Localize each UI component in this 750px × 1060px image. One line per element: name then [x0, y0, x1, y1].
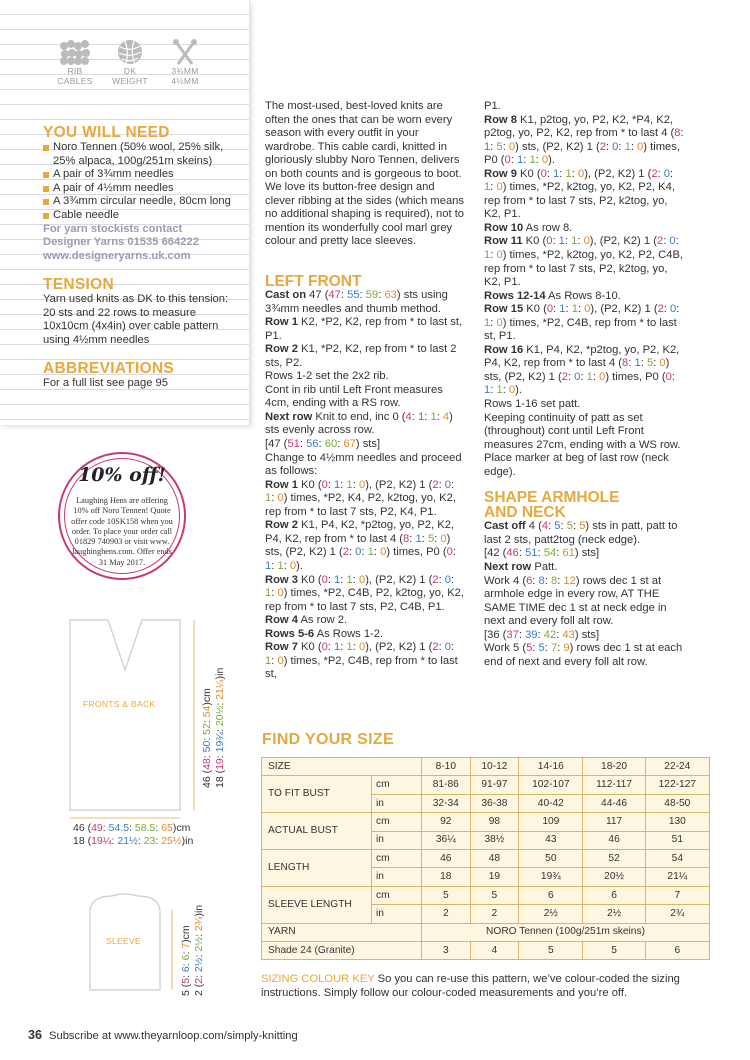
body-width-cm: 46 (49: 54.5: 58.5: 65)cm: [73, 822, 191, 834]
shade-label: Shade 24 (Granite): [262, 941, 422, 959]
size-cell: 21¼: [645, 868, 709, 886]
size-cell: 81-86: [422, 776, 471, 794]
size-cell: 7: [645, 886, 709, 904]
needle-size-badge: [165, 38, 205, 86]
pattern-column-1: [265, 100, 465, 682]
size-cell: 38½: [470, 831, 519, 849]
icon-label: 3¾MM: [171, 66, 199, 76]
size-cell: 32-34: [422, 794, 471, 812]
pattern-icons: [55, 38, 205, 86]
garment-schematic: [0, 600, 250, 1020]
instruction-paragraph: [42 (46: 51: 54: 61) sts]: [484, 547, 600, 560]
instruction-paragraph: Change to 4½mm needles and proceed as follows:: [265, 451, 462, 478]
size-cell: 112-117: [583, 776, 645, 794]
yarn-label: YARN: [262, 923, 422, 941]
body-length-in: 18 (19: 19¾: 20½: 21¼)in: [214, 667, 226, 788]
size-cell: 46: [422, 849, 471, 867]
size-cell: 2: [470, 905, 519, 923]
fronts-back-label: FRONTS & BACK: [83, 699, 156, 709]
size-cell: 130: [645, 813, 709, 831]
unit-cell: in: [372, 868, 422, 886]
size-cell: 18-20: [583, 758, 645, 776]
table-row: [262, 776, 710, 794]
tension-text: Yarn used knits as DK to this tension: 20 sts and 22 rows to measure 10x10cm (4x4in) over cable pattern using 4½mm needles: [43, 293, 229, 346]
icon-label: 4½MM: [171, 76, 199, 86]
abbreviations-heading: ABBREVIATIONS: [43, 360, 175, 377]
size-cell: 98: [470, 813, 519, 831]
size-cell: 5: [583, 941, 645, 959]
instruction-paragraph: Row 16 K1, P4, K2, *p2tog, yo, P2, K2, P4, K2, rep from * to last 4 (8: 1: 5: 0) sts, (P2, K2) 1 (2: 0: 1: 0) times, P0 (0: 1: 1: 0).: [484, 343, 680, 397]
instruction-paragraph: Cast on 47 (47: 55: 59: 63) sts using 3¾mm needles and thumb method.: [265, 289, 448, 315]
size-cell: 54: [645, 849, 709, 867]
instruction-paragraph: Work 5 (5: 5: 7: 9) rows dec 1 st at each end of next and every foll alt row.: [484, 642, 683, 668]
materials-list: [43, 141, 243, 223]
size-cell: 2½: [519, 905, 583, 923]
icon-label: DK: [123, 66, 137, 76]
size-cell: 122-127: [645, 776, 709, 794]
size-cell: 91-97: [470, 776, 519, 794]
unit-cell: cm: [372, 813, 422, 831]
size-header-label: SIZE: [262, 758, 422, 776]
size-cell: 92: [422, 813, 471, 831]
instruction-paragraph: Row 10 As row 8.: [484, 221, 573, 234]
stockist-website: www.designeryarns.uk.com: [43, 249, 191, 262]
size-cell: 40-42: [519, 794, 583, 812]
size-cell: 117: [583, 813, 645, 831]
instruction-paragraph: Row 11 K0 (0: 1: 1: 0), (P2, K2) 1 (2: 0: 1: 0) times, *P2, k2tog, yo, K2, P2, C4B, rep from * to last 7 sts, P2, k2tog, yo, K2, P1.: [484, 235, 684, 289]
size-cell: 6: [519, 886, 583, 904]
size-cell: 2: [422, 905, 471, 923]
row-label: LENGTH: [262, 849, 372, 886]
rib-cables-icon: [58, 38, 92, 66]
pattern-column-2: [484, 100, 684, 669]
yarn-value: NORO Tennen (100g/251m skeins): [422, 923, 710, 941]
rib-cables-badge: [55, 38, 95, 86]
table-row: [262, 886, 710, 904]
instruction-paragraph: Rows 1-16 set patt.: [484, 398, 581, 411]
unit-cell: in: [372, 794, 422, 812]
colour-key-title: SIZING COLOUR KEY: [261, 973, 375, 985]
size-cell: 19: [470, 868, 519, 886]
size-cell: 43: [519, 831, 583, 849]
list-item: A pair of 3¾mm needles: [43, 168, 243, 182]
size-cell: 4: [470, 941, 519, 959]
instruction-paragraph: Row 1 K2, *P2, K2, rep from * to last st, P1.: [265, 316, 463, 342]
unit-cell: cm: [372, 886, 422, 904]
size-table: [261, 757, 710, 960]
instruction-paragraph: Row 3 K0 (0: 1: 1: 0), (P2, K2) 1 (2: 0: 1: 0) times, *P2, C4B, P2, k2tog, yo, K2, rep from * to last 7 sts, P2, C4B, P1.: [265, 573, 465, 613]
stockist-phone: Designer Yarns 01535 664222: [43, 236, 199, 249]
instruction-paragraph: P1.: [484, 100, 501, 112]
list-item: Noro Tennen (50% wool, 25% silk, 25% alpaca, 100g/251m skeins): [43, 141, 243, 168]
you-will-need-section: [43, 124, 243, 263]
size-cell: 44-46: [583, 794, 645, 812]
size-cell: 20½: [583, 868, 645, 886]
size-cell: 6: [645, 941, 709, 959]
size-cell: 52: [583, 849, 645, 867]
size-cell: 102-107: [519, 776, 583, 794]
instruction-paragraph: Next row Knit to end, inc 0 (4: 1: 1: 4) sts evenly across row.: [265, 410, 453, 437]
info-panel: [0, 0, 250, 425]
list-item: A pair of 4½mm needles: [43, 182, 243, 196]
page-footer: [28, 1029, 298, 1044]
icon-label: WEIGHT: [112, 76, 148, 86]
size-cell: 51: [645, 831, 709, 849]
instruction-paragraph: Row 1 K0 (0: 1: 1: 0), (P2, K2) 1 (2: 0: 1: 0) times, *P2, K4, P2, k2tog, yo, K2, rep from * to last 7 sts, P2, K4, P1.: [265, 478, 456, 518]
size-cell: 109: [519, 813, 583, 831]
instruction-paragraph: Row 8 K1, p2tog, yo, P2, K2, *P4, K2, p2tog, yo, P2, K2, rep from * to last 4 (8: 1: 5: 0) sts, (P2, K2) 1 (2: 0: 1: 0) times, P0 (0: 1: 1: 0).: [484, 113, 684, 167]
size-cell: 46: [583, 831, 645, 849]
instruction-paragraph: Rows 5-6 As Rows 1-2.: [265, 627, 384, 640]
knitting-needles-icon: [170, 38, 200, 66]
abbreviations-text: For a full list see page 95: [43, 377, 168, 389]
size-cell: 10-12: [470, 758, 519, 776]
size-cell: 48-50: [645, 794, 709, 812]
size-cell: 6: [583, 886, 645, 904]
yarn-weight-badge: [110, 38, 150, 86]
size-cell: 2¾: [645, 905, 709, 923]
abbreviations-section: [43, 360, 243, 391]
row-label: TO FIT BUST: [262, 776, 372, 813]
size-cell: 8-10: [422, 758, 471, 776]
list-item: A 3¾mm circular needle, 80cm long: [43, 195, 243, 209]
size-cell: 14-16: [519, 758, 583, 776]
instruction-paragraph: Rows 1-2 set the 2x2 rib.: [265, 370, 389, 383]
size-cell: 36-38: [470, 794, 519, 812]
table-row: [262, 849, 710, 867]
unit-cell: cm: [372, 776, 422, 794]
row-label: ACTUAL BUST: [262, 813, 372, 850]
sizing-colour-key: [261, 973, 716, 1000]
shape-neck-heading: AND NECK: [484, 504, 566, 522]
size-cell: 50: [519, 849, 583, 867]
instruction-paragraph: Row 4 As row 2.: [265, 614, 348, 627]
size-cell: 22-24: [645, 758, 709, 776]
row-label: SLEEVE LENGTH: [262, 886, 372, 923]
icon-label: CABLES: [57, 76, 93, 86]
instruction-paragraph: [36 (37: 39: 42: 43) sts]: [484, 628, 600, 641]
offer-text: Laughing Hens are offering 10% off Noro Tennen! Quote offer code 10SK158 when you order. To place your order call 01829 740903 or visit www. laughinghens.com. Offer ends 31 May 2017.: [71, 496, 173, 567]
sleeve-label: SLEEVE: [106, 936, 141, 946]
instruction-paragraph: [47 (51: 56: 60: 67) sts]: [265, 438, 381, 451]
size-cell: 18: [422, 868, 471, 886]
size-cell: 5: [519, 941, 583, 959]
page-number: 36: [28, 1028, 42, 1042]
unit-cell: in: [372, 905, 422, 923]
subscribe-link[interactable]: Subscribe at www.theyarnloop.com/simply-knitting: [49, 1030, 298, 1042]
size-cell: 3: [422, 941, 471, 959]
left-front-heading: LEFT FRONT: [265, 273, 362, 291]
instruction-paragraph: Cast off 4 (4: 5: 5: 5) sts in patt, patt to last 2 sts, patt2tog (neck edge).: [484, 520, 678, 546]
instruction-paragraph: Row 2 K1, P4, K2, *p2tog, yo, P2, K2, P4, K2, rep from * to last 4 (8: 1: 5: 0) sts, (P2, K2) 1 (2: 0: 1: 0) times, P0 (0: 1: 1: 0).: [265, 519, 456, 572]
you-will-need-heading: YOU WILL NEED: [43, 124, 170, 141]
instruction-paragraph: Rows 12-14 As Rows 8-10.: [484, 289, 621, 302]
size-cell: 5: [470, 886, 519, 904]
size-cell: 48: [470, 849, 519, 867]
icon-label: RIB: [67, 66, 83, 76]
shape-armhole-heading: SHAPE ARMHOLE: [484, 489, 620, 507]
size-cell: 19¾: [519, 868, 583, 886]
body-width-in: 18 (19¼: 21½: 23: 25½)in: [73, 835, 194, 847]
sleeve-width-cm: 5 (5: 6: 6: 7)cm: [180, 925, 192, 996]
stockist-contact: For yarn stockists contact: [43, 222, 183, 235]
find-your-size-heading: FIND YOUR SIZE: [262, 731, 394, 748]
instruction-paragraph: Row 2 K1, *P2, K2, rep from * to last 2 sts, P2.: [265, 343, 457, 369]
offer-title: 10% off!: [78, 464, 166, 486]
offer-badge: [58, 452, 186, 580]
body-length-cm: 46 (48: 50: 52: 54)cm: [201, 688, 213, 788]
table-row: [262, 923, 710, 941]
tension-section: [43, 276, 243, 347]
yarn-ball-icon: [115, 38, 145, 66]
unit-cell: cm: [372, 849, 422, 867]
size-cell: 36¼: [422, 831, 471, 849]
colour-key-text: So you can re-use this pattern, we’ve colour-coded the sizing instructions. Simply follow our colour-coded measurements and you’re off.: [261, 973, 680, 999]
size-cell: 2½: [583, 905, 645, 923]
instruction-paragraph: Next row Patt.: [484, 560, 558, 573]
instruction-paragraph: Cont in rib until Left Front measures 4cm, ending with a RS row.: [265, 383, 443, 410]
unit-cell: in: [372, 831, 422, 849]
table-row: [262, 941, 710, 959]
table-row: [262, 813, 710, 831]
instruction-paragraph: Keeping continuity of patt as set (throughout) cont until Left Front measures 27cm, ending with a WS row. Place marker at beg of last row (neck edge).: [484, 411, 681, 478]
instruction-paragraph: Row 7 K0 (0: 1: 1: 0), (P2, K2) 1 (2: 0: 1: 0) times, *P2, C4B, rep from * to last st,: [265, 641, 458, 681]
instruction-paragraph: Row 15 K0 (0: 1: 1: 0), (P2, K2) 1 (2: 0: 1: 0) times, *P2, C4B, rep from * to last st, P1.: [484, 303, 680, 343]
tension-heading: TENSION: [43, 276, 114, 293]
list-item: Cable needle: [43, 209, 243, 223]
table-row: [262, 758, 710, 776]
intro-text: The most-used, best-loved knits are often the ones that can be worn every season with every outfit in your wardrobe. This cable cardi, knitted in gloriously slubby Noro Tennen, delivers on both counts and is gorgeous to boot. We love its button-free design and clever ribbing at the sides (which means no additional shaping is required), not to mention its wonderfully cool marl grey colour and pretty lace sleeves.: [265, 100, 465, 248]
size-cell: 5: [422, 886, 471, 904]
instruction-paragraph: Row 9 K0 (0: 1: 1: 0), (P2, K2) 1 (2: 0: 1: 0) times, *P2, k2tog, yo, K2, P2, K4, rep from * to last 7 sts, P2, k2tog, yo, K2, P1.: [484, 167, 675, 221]
instruction-paragraph: Work 4 (6: 8: 8: 12) rows dec 1 st at armhole edge in every row, AT THE SAME TIME dec 1 st at neck edge in next and every foll alt row.: [484, 574, 667, 628]
sleeve-width-in: 2 (2: 2½: 2½: 2¾)in: [193, 904, 205, 996]
body-outline: [70, 620, 180, 810]
